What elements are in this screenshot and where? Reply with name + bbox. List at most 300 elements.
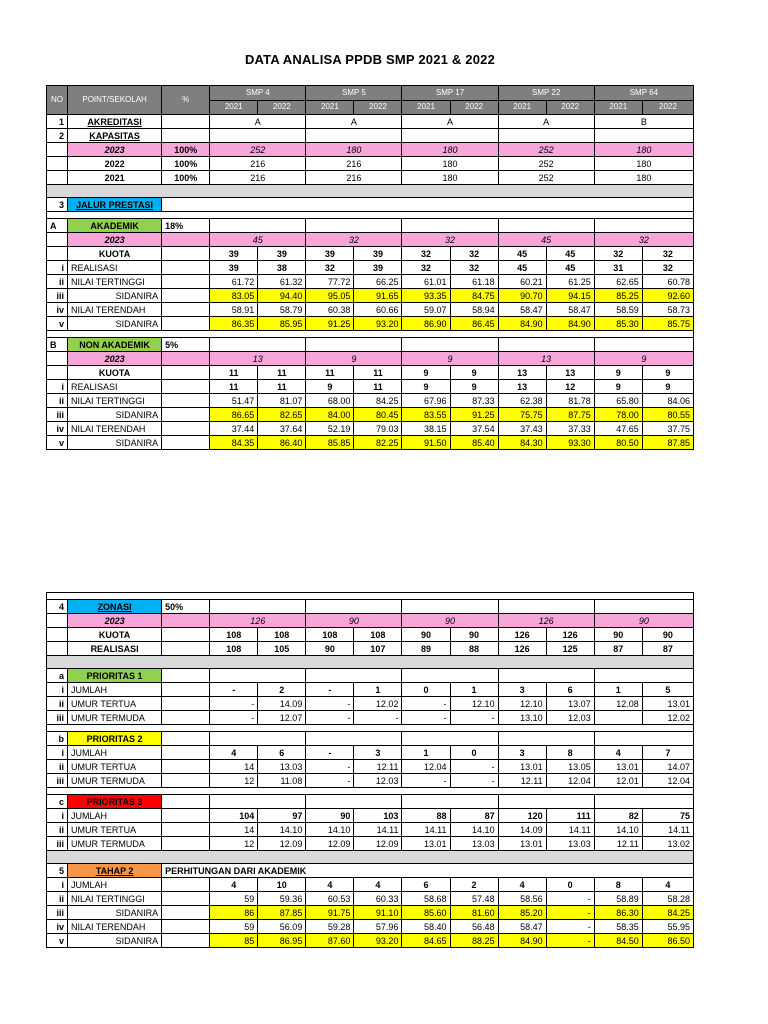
row-label: ZONASI [68,600,162,614]
school-year-value: 12.09 [306,837,354,851]
row-percent [162,920,210,934]
table-row [47,422,694,436]
row-label: AKADEMIK [68,219,162,233]
row-number: iii [47,711,68,725]
school-value: 126 [498,614,594,628]
row-number: i [47,683,68,697]
school-value [498,129,594,143]
table-row [47,600,694,614]
school-value: 45 [498,233,594,247]
school-year-value: 12.03 [546,711,594,725]
row-number: ii [47,760,68,774]
row-percent [162,809,210,823]
page-title: DATA ANALISA PPDB SMP 2021 & 2022 [244,52,496,67]
school-year-value: 14.11 [546,823,594,837]
school-year-value: 85.95 [258,317,306,331]
school-value: 32 [594,233,693,247]
school-year-value: 4 [354,878,402,892]
row-label: UMUR TERMUDA [68,774,162,788]
school-year-value [594,711,642,725]
school-year-value: 84.65 [402,934,450,948]
row-label: SIDANIRA [68,289,162,303]
school-year-value: 13.05 [546,760,594,774]
row-label: 2023 [68,143,162,157]
school-year-value: 6 [258,746,306,760]
school-year-value: - [306,683,354,697]
school-year-value: 60.33 [354,892,402,906]
row-label: AKREDITASI [68,115,162,129]
row-label: PRIORITAS 1 [68,669,162,683]
table-row [47,934,694,948]
school-year-value: 85.20 [498,906,546,920]
row-label: PRIORITAS 2 [68,732,162,746]
school-year-value: 87.75 [546,408,594,422]
row-percent [162,275,210,289]
school-year-value: 60.66 [354,303,402,317]
row-number: iii [47,289,68,303]
school-year-value: 37.33 [546,422,594,436]
school-year-value: 14.11 [354,823,402,837]
row-percent [162,732,210,746]
school-year-value: 84.25 [642,906,693,920]
row-percent [162,303,210,317]
school-value: 252 [498,157,594,171]
data-table-lower [46,592,694,948]
row-number: i [47,878,68,892]
spacer-cell [47,593,694,600]
row-percent [162,317,210,331]
school-year-value: - [546,934,594,948]
school-year-value: 59.07 [402,303,450,317]
school-year-value: 87.85 [258,906,306,920]
separator-row [47,851,694,864]
school-value [594,669,693,683]
school-value: 180 [402,157,498,171]
school-value: 9 [306,352,402,366]
school-value [594,129,693,143]
row-number [47,366,68,380]
school-year-value: 13.03 [450,837,498,851]
row-number [47,171,68,185]
school-year-value: 14.09 [498,823,546,837]
school-year-value: 11 [354,380,402,394]
school-year-value: 66.25 [354,275,402,289]
row-number: iv [47,422,68,436]
school-year-value: 37.75 [642,422,693,436]
school-year-value: 13.01 [642,697,693,711]
school-year-value: 9 [306,380,354,394]
row-percent [162,614,210,628]
school-value: 180 [402,171,498,185]
spacer-row [47,212,694,219]
table-row [47,275,694,289]
school-year-value: 51.47 [210,394,258,408]
row-percent [162,380,210,394]
school-year-value: 58.28 [642,892,693,906]
header-year: 2021 [498,100,546,115]
school-year-value: - [210,711,258,725]
school-year-value: - [210,683,258,697]
school-year-value: 86.95 [258,934,306,948]
row-percent: 100% [162,143,210,157]
school-year-value: - [450,711,498,725]
school-year-value: 111 [546,809,594,823]
school-year-value: 38 [258,261,306,275]
school-year-value: 108 [210,642,258,656]
row-percent [162,628,210,642]
school-year-value: 87 [450,809,498,823]
row-number: ii [47,697,68,711]
school-year-value: 62.65 [594,275,642,289]
table-row [47,317,694,331]
school-year-value: 85.30 [594,317,642,331]
school-value: 216 [306,157,402,171]
school-year-value: 90 [402,628,450,642]
school-value [402,600,498,614]
row-percent [162,837,210,851]
school-value [306,219,402,233]
table-row [47,774,694,788]
school-year-value: 11 [306,366,354,380]
school-value: 216 [210,171,306,185]
school-year-value: 86.45 [450,317,498,331]
school-year-value: 59 [210,920,258,934]
school-year-value: 85.85 [306,436,354,450]
school-year-value: 84.06 [642,394,693,408]
school-year-value: 12.11 [498,774,546,788]
row-percent: 100% [162,171,210,185]
table-row [47,338,694,352]
school-year-value: 47.65 [594,422,642,436]
row-number [47,247,68,261]
school-value: A [210,115,306,129]
school-year-value: 9 [402,366,450,380]
row-label: KUOTA [68,247,162,261]
school-year-value: 11 [258,380,306,394]
school-value [210,129,306,143]
school-year-value: 13.01 [402,837,450,851]
school-year-value: 32 [402,247,450,261]
row-label: SIDANIRA [68,436,162,450]
school-year-value: 12 [546,380,594,394]
school-year-value: 58.56 [498,892,546,906]
row-number: c [47,795,68,809]
school-year-value: 94.15 [546,289,594,303]
school-value [210,795,306,809]
school-year-value: 107 [354,642,402,656]
school-value [402,338,498,352]
school-year-value: 90 [306,642,354,656]
row-number: iii [47,774,68,788]
school-year-value: 32 [450,247,498,261]
school-value: 13 [210,352,306,366]
row-label: JUMLAH [68,746,162,760]
school-year-value: 55.95 [642,920,693,934]
row-label: SIDANIRA [68,408,162,422]
school-year-value: - [210,697,258,711]
row-percent [162,233,210,247]
school-year-value: 82.65 [258,408,306,422]
school-year-value: 87 [594,642,642,656]
school-year-value: 58.35 [594,920,642,934]
header-school: SMP 22 [498,86,594,101]
header-percent: % [162,86,210,115]
school-year-value: 14 [210,823,258,837]
row-percent [162,352,210,366]
school-year-value: 32 [306,261,354,275]
school-year-value: 45 [498,247,546,261]
school-year-value: 86.40 [258,436,306,450]
school-year-value: 39 [210,261,258,275]
header-year: 2021 [594,100,642,115]
school-year-value: 13.10 [498,711,546,725]
school-value: A [306,115,402,129]
school-year-value: 84.25 [354,394,402,408]
school-year-value: 90 [450,628,498,642]
school-value [306,669,402,683]
school-value: 180 [402,143,498,157]
school-year-value: 86.30 [594,906,642,920]
school-year-value: 14.11 [402,823,450,837]
school-year-value: 86 [210,906,258,920]
row-percent [162,892,210,906]
school-year-value: 60.21 [498,275,546,289]
school-value: 13 [498,352,594,366]
school-year-value: 9 [594,380,642,394]
school-year-value: 67.96 [402,394,450,408]
school-value [402,732,498,746]
school-year-value: 80.55 [642,408,693,422]
school-year-value: 38.15 [402,422,450,436]
table-row [47,408,694,422]
row-label: JUMLAH [68,809,162,823]
row-percent [162,823,210,837]
school-year-value: 91.50 [402,436,450,450]
row-note: PERHITUNGAN DARI AKADEMIK [162,864,694,878]
school-year-value: 9 [402,380,450,394]
row-number [47,642,68,656]
header-year: 2021 [210,100,258,115]
school-year-value: 12.11 [354,760,402,774]
school-year-value: 12.01 [594,774,642,788]
table-row [47,436,694,450]
school-year-value: 12 [210,774,258,788]
spacer-row [47,788,694,795]
school-year-value: 81.60 [450,906,498,920]
school-year-value: 108 [210,628,258,642]
row-number [47,233,68,247]
school-value [210,732,306,746]
school-value: 9 [594,352,693,366]
school-year-value: 83.05 [210,289,258,303]
row-percent [162,422,210,436]
school-value [306,338,402,352]
row-number: iv [47,303,68,317]
school-year-value: 57.96 [354,920,402,934]
table-row [47,809,694,823]
school-year-value: 79.03 [354,422,402,436]
school-value [306,600,402,614]
school-year-value: - [402,774,450,788]
school-year-value: 93.35 [402,289,450,303]
table-row [47,732,694,746]
table-row [47,906,694,920]
table-row [47,920,694,934]
table-row [47,171,694,185]
row-number: iv [47,920,68,934]
row-label: UMUR TERMUDA [68,837,162,851]
header-year: 2021 [402,100,450,115]
school-year-value: 90 [642,628,693,642]
school-year-value: 88 [402,809,450,823]
school-value [306,795,402,809]
school-value: 216 [306,171,402,185]
row-percent [162,289,210,303]
row-number: 4 [47,600,68,614]
school-value: 180 [306,143,402,157]
row-number [47,143,68,157]
spacer-cell [47,331,694,338]
table-row [47,746,694,760]
school-year-value: 61.25 [546,275,594,289]
school-value: 180 [594,171,693,185]
table-row [47,760,694,774]
row-percent [162,366,210,380]
header-school: SMP 17 [402,86,498,101]
school-year-value: 13 [546,366,594,380]
school-year-value: 91.65 [354,289,402,303]
table-row [47,380,694,394]
school-year-value: 84.90 [498,934,546,948]
school-year-value: 61.32 [258,275,306,289]
school-year-value: - [306,697,354,711]
table-row [47,697,694,711]
school-value: 90 [306,614,402,628]
school-year-value: 12.03 [354,774,402,788]
school-year-value: 14.10 [594,823,642,837]
school-year-value: 4 [642,878,693,892]
row-label: 2023 [68,352,162,366]
school-value: B [594,115,693,129]
school-year-value: 58.47 [546,303,594,317]
school-year-value: 39 [354,261,402,275]
school-year-value: - [402,697,450,711]
school-value [594,600,693,614]
row-percent [162,760,210,774]
school-year-value: - [354,711,402,725]
data-table-upper [46,85,694,450]
school-year-value: 57.48 [450,892,498,906]
spacer-cell [47,725,694,732]
school-year-value: 58.59 [594,303,642,317]
school-year-value: 14.10 [258,823,306,837]
row-number: iii [47,408,68,422]
spacer-cell [47,788,694,795]
spacer-row [47,725,694,732]
school-year-value: 14.10 [450,823,498,837]
row-percent [162,774,210,788]
school-year-value: 86.35 [210,317,258,331]
school-year-value: 45 [546,261,594,275]
row-percent [162,795,210,809]
table-row [47,366,694,380]
table-row [47,628,694,642]
table-row [47,143,694,157]
school-year-value: 12.11 [594,837,642,851]
separator-row [47,185,694,198]
row-label: NILAI TERENDAH [68,422,162,436]
school-year-value: 84.50 [594,934,642,948]
table-row [47,878,694,892]
school-year-value: 52.19 [306,422,354,436]
school-value: A [498,115,594,129]
row-label: 2022 [68,157,162,171]
school-value [498,795,594,809]
school-year-value: 58.47 [498,303,546,317]
school-year-value: 82 [594,809,642,823]
row-label: REALISASI [68,642,162,656]
row-percent: 5% [162,338,210,352]
row-number: v [47,436,68,450]
school-year-value: 81.78 [546,394,594,408]
school-year-value: 12.08 [594,697,642,711]
school-year-value: 9 [450,380,498,394]
table-row [47,219,694,233]
school-year-value: 85.40 [450,436,498,450]
school-value: 32 [402,233,498,247]
school-year-value: 91.25 [450,408,498,422]
table-row [47,198,694,212]
school-year-value: 0 [402,683,450,697]
row-number [47,614,68,628]
school-value: 180 [594,143,693,157]
school-year-value: 12.09 [258,837,306,851]
school-value [498,600,594,614]
spacer-cell [47,212,694,219]
school-year-value: 125 [546,642,594,656]
school-year-value: 39 [258,247,306,261]
row-percent [162,129,210,143]
school-year-value: - [402,711,450,725]
school-year-value: 108 [354,628,402,642]
school-year-value: - [450,774,498,788]
school-year-value: 45 [498,261,546,275]
school-year-value: 39 [354,247,402,261]
school-year-value: 88 [450,642,498,656]
school-value [594,219,693,233]
school-year-value: 120 [498,809,546,823]
school-year-value: 3 [354,746,402,760]
school-year-value: 1 [450,683,498,697]
row-number: A [47,219,68,233]
school-year-value: 126 [498,628,546,642]
row-number [47,628,68,642]
school-year-value: 126 [546,628,594,642]
school-year-value: 108 [306,628,354,642]
row-number: v [47,934,68,948]
school-year-value: 1 [402,746,450,760]
school-value [498,219,594,233]
row-label: 2023 [68,233,162,247]
school-year-value: 94.40 [258,289,306,303]
school-year-value: 108 [258,628,306,642]
row-percent [162,261,210,275]
school-year-value: 87.85 [642,436,693,450]
row-percent [162,115,210,129]
school-year-value: 12.02 [354,697,402,711]
school-value: 90 [402,614,498,628]
school-year-value: 58.94 [450,303,498,317]
